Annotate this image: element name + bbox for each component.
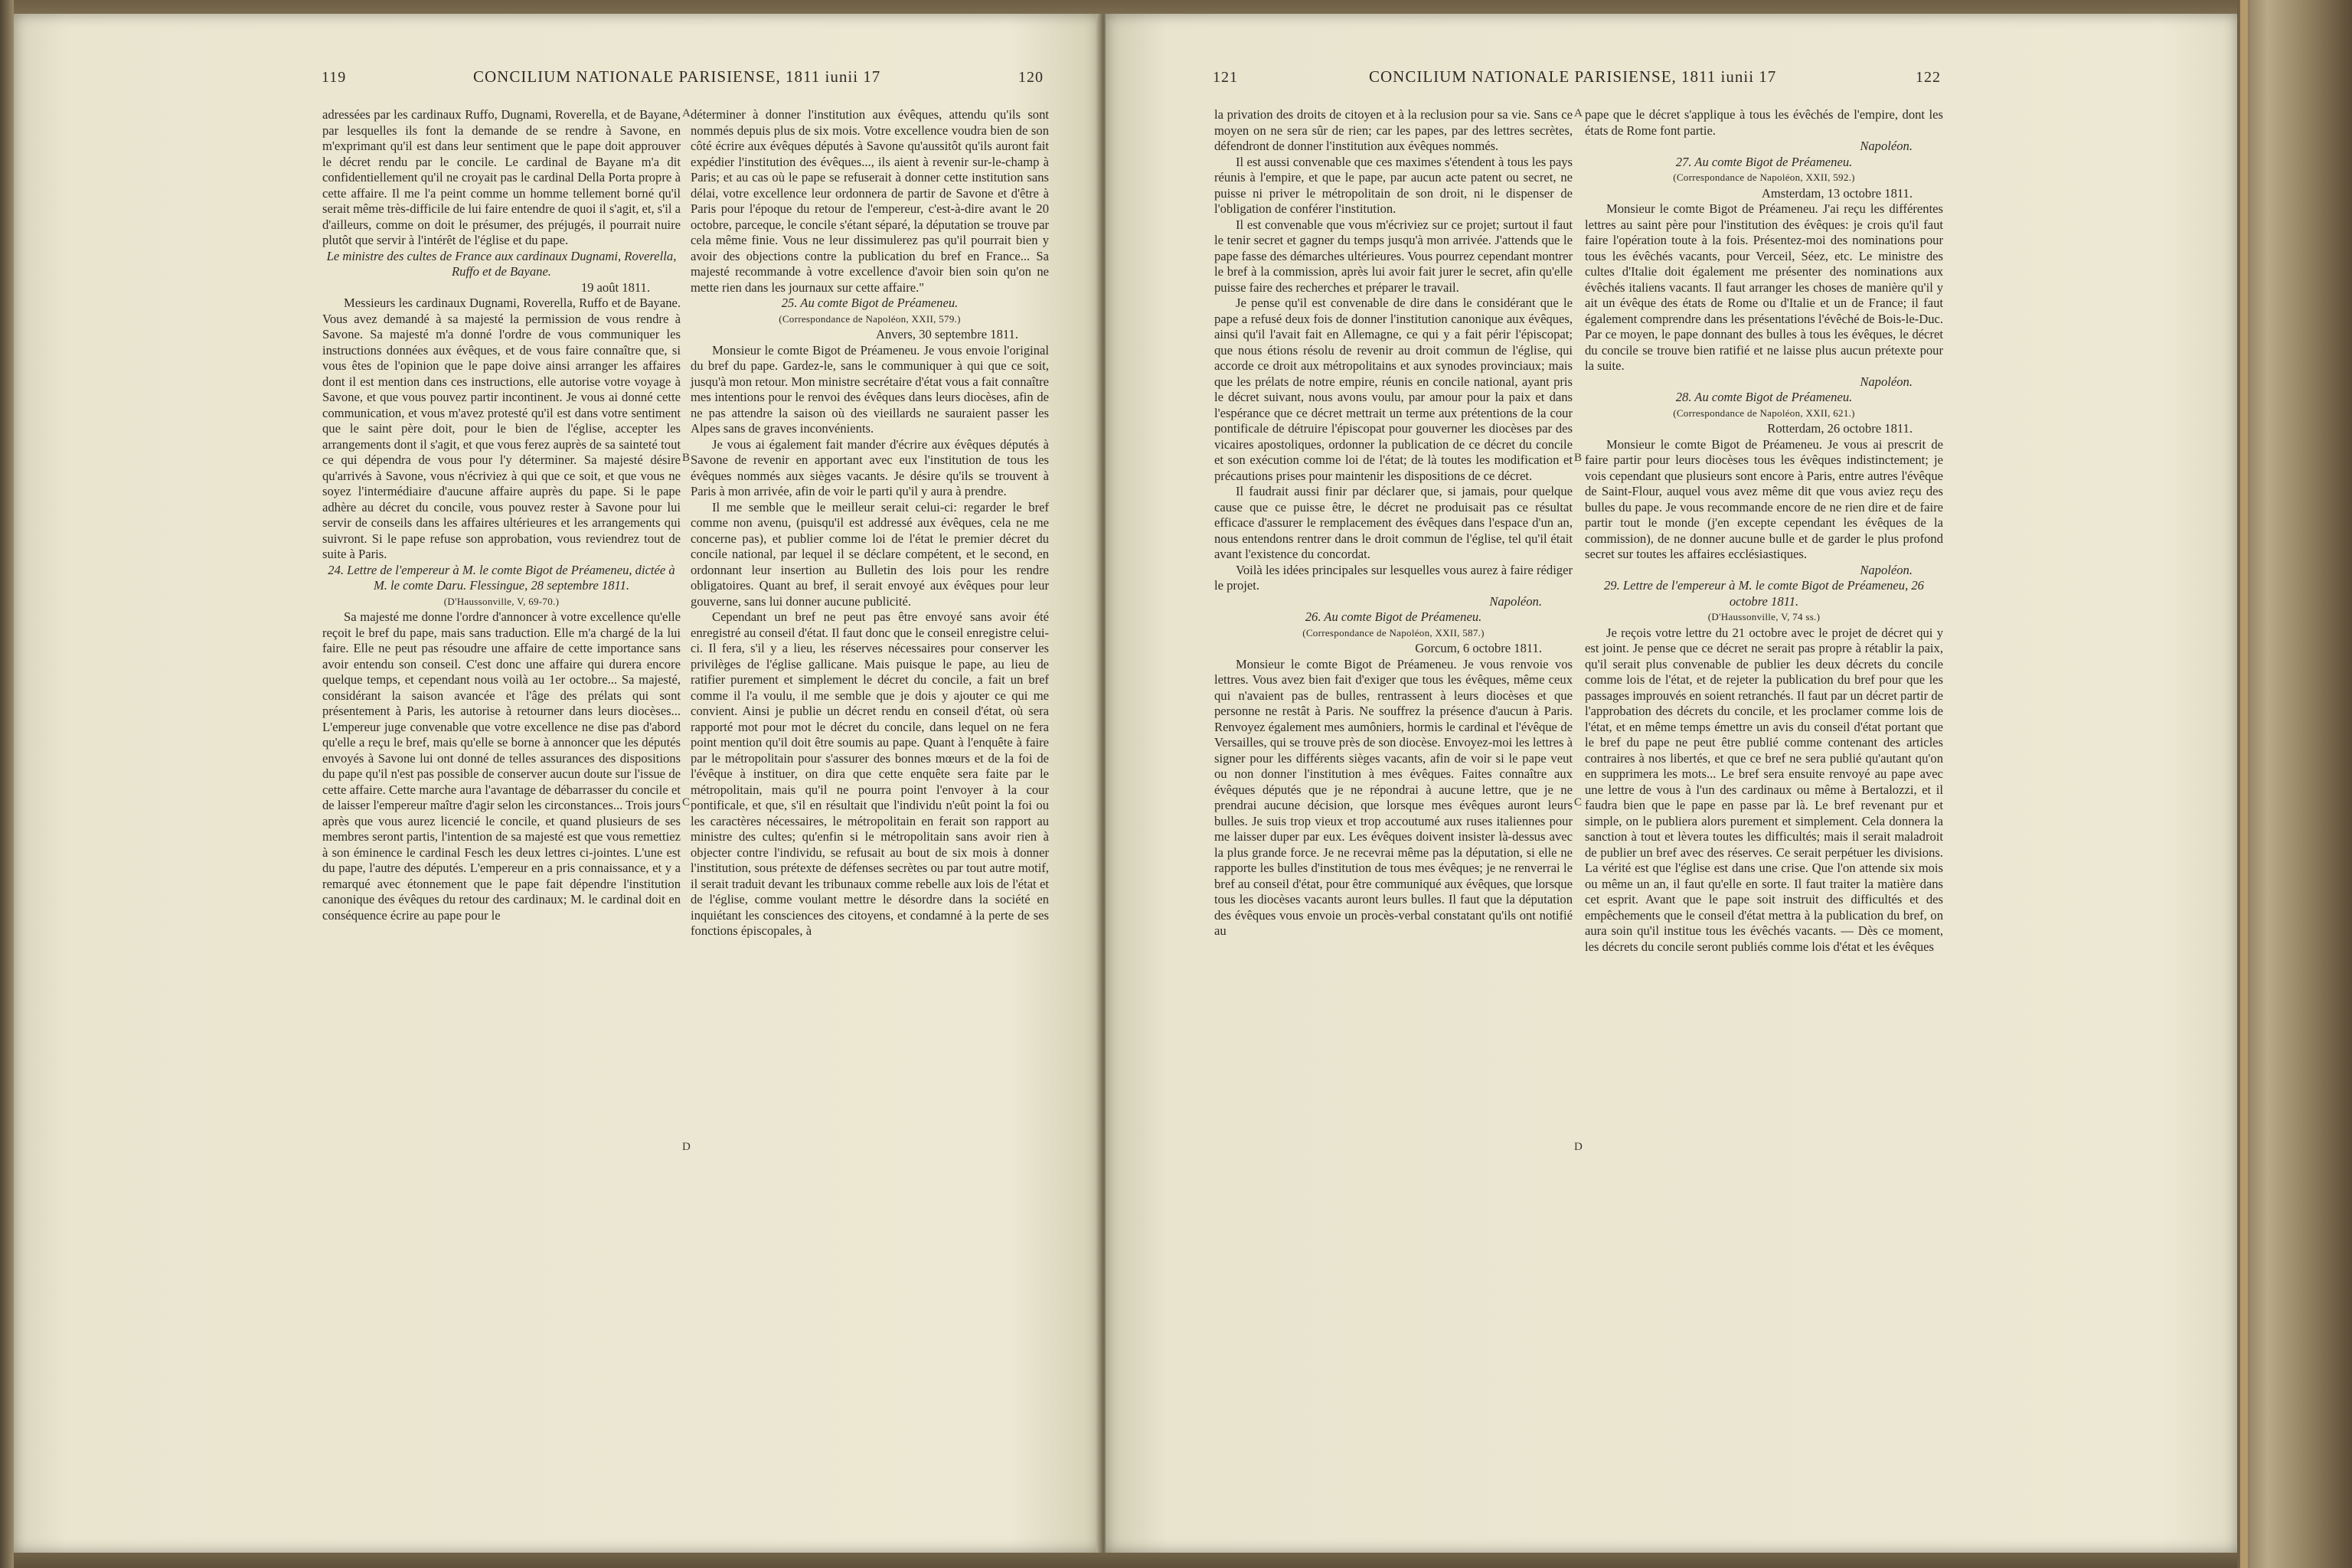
source-note: (Correspondance de Napoléon, XXII, 592.): [1673, 172, 1855, 183]
paragraph: Je reçois votre lettre du 21 octobre avec le projet de décret qui y est joint. Je pense que ce décret ne serait pas propre à rétablir la paix, qu'il serait plus convenable de publier les deux décrets du concile comme lois de l'état, et de rejeter la publication du bref pour que les passages improuvés en soient retranchés. Il faut par un décret partir de l'approbation des décrets du concile, et les proclamer comme lois de l'état, et en même temps émettre un avis du conseil d'état portant que le bref du pape ne peut être publié comme contenant des articles contraires à nos libertés, et que ce bref ne sera publié qu'autant qu'on en supprimera les mots... Le bref sera ensuite renvoyé au pape avec une lettre de vous à l'un des cardinaux ou même à Bertalozzi, et il faudra bien que le pape en passe par là. Le bref revenant pur et simple, on le publiera alors purement et simplement. Cela donnera la sanction à tout et lèvera toutes les difficultés; mais il serait maladroit de publier un bref avec des réserves. Ce serait perpétuer les divisions. La vérité est que l'église est dans une crise. Que l'on attende six mois ou même un an, il faut qu'elle en sorte. Il faut traiter la matière dans cet esprit. Avant que le pape soit instruit des difficultés et des empêchements que le conseil d'état mettra à la publication du bref, on aura soin qu'il institue tous les évêchés vacants. — Dès ce moment, les décrets du concile seront publiés comme lois d'état et les évêques: [1585, 625, 1943, 954]
source-note: (Correspondance de Napoléon, XXII, 579.): [779, 312, 961, 325]
section-heading: 27. Au comte Bigot de Préameneu.: [1675, 154, 1853, 169]
section-heading: 26. Au comte Bigot de Préameneu.: [1305, 609, 1482, 624]
right-column-1: [1214, 107, 1573, 939]
paragraph: la privation des droits de citoyen et à la reclusion pour sa vie. Sans ce moyen on ne sera sûr de rien; car les papes, par des lettres secrètes, défendront de donner l'institution aux évêques nommés.: [1214, 107, 1573, 153]
left-column-2: [691, 107, 1049, 939]
source-note: (D'Haussonville, V, 69-70.): [443, 595, 560, 607]
signature: Napoléon.: [1860, 139, 1913, 153]
paragraph: Je vous ai également fait mander d'écrire aux évêques députés à Savone de revenir en apportant avec eux l'institution de tous les évêques nommés aux sièges vacants. Je désire qu'ils se trouvent à Paris à mon arrivée, afin de voir le parti qu'il y aura à prendre.: [691, 436, 1049, 498]
left-running-title: CONCILIUM NATIONALE PARISIENSE, 1811 iunii 17: [473, 67, 881, 86]
margin-letter-a: A: [682, 107, 691, 119]
paragraph: Il faudrait aussi finir par déclarer que, si jamais, pour quelque cause que ce puisse être, le décret ne produisait pas ce résultat efficace d'assurer le remplacement des évêques dans l'espace d'un an, nous entendons rentrer dans le droit commun de l'église, tel qu'il était avant l'existence du concordat.: [1214, 484, 1573, 561]
source-note: (Correspondance de Napoléon, XXII, 621.): [1673, 407, 1855, 419]
book-cover-edge: [2237, 0, 2352, 1568]
paragraph: Je pense qu'il est convenable de dire dans le considérant que le pape a refusé deux fois de donner l'institution canonique aux évêques, ainsi qu'il l'avait fait en Allemagne, ce qui y a fait périr l'épiscopat; que nous étions résolu de revenir au droit commun de l'église, qui accorde ce droit aux métropolitains et aux synodes provinciaux; mais que les prélats de notre empire, réunis en concile national, ayant pris le décret suivant, nous avons voulu, par amour pour la paix et dans l'espérance que ce décret mettrait un terme aux prétentions de la cour pontificale de détruire l'épiscopat pour gouverner les diocèses par des vicaires apostoliques, ordonner la publication de ce décret du concile et son exécution comme loi de l'état; de là toutes les modification et précautions prises pour maintenir les dispositions de ce décret.: [1214, 296, 1573, 483]
paragraph: Il me semble que le meilleur serait celui-ci: regarder le bref comme non avenu, (puisqu'il est addressé aux évêques, cela ne me concerne pas), et publier comme loi de l'état le premier décret du concile national, par lequel il se déclare compétent, et le second, en ordonnant leur insertion au Bulletin des lois pour les rendre obligatoires. Quant au bref, il serait envoyé aux évêques pour leur gouverne, sans lui donner aucune publicité.: [691, 499, 1049, 609]
paragraph: déterminer à donner l'institution aux évêques, attendu qu'ils sont nommés depuis plus de six mois. Votre excellence voudra bien de son côté écrire aux évêques députés à Savone qu'aussitôt qu'ils auront fait expédier l'institution des évêques..., ils aient à revenir sur-le-champ à Paris; et au cas où le pape se refuserait à donner cette institution sans délai, votre excellence leur ordonnera de partir de Savone et d'être à Paris pour l'époque du retour de l'empereur, c'est-à-dire avant le 20 octobre, parceque, le concile s'étant séparé, la députation se trouve par cela même finie. Vous ne leur dissimulerez pas qu'il pourrait bien y avoir des objections contre la publication du bref en France... Sa majesté recommande à votre excellence d'avoir bien soin qu'on ne mette rien dans les journaux sur cette affaire.": [691, 107, 1049, 295]
paragraph: adressées par les cardinaux Ruffo, Dugnami, Roverella, et de Bayane, par lesquelles ils font la demande de se rendre à Savone, en m'exprimant qu'il est dans leur sentiment que le pape doit approuver le décret rendu par le concile. Le cardinal de Bayane m'a dit confidentiellement qu'il ne croyait pas le cardinal Della Porta propre à cette affaire. Il me l'a peint comme un homme tellement borné qu'il serait même très-difficile de lui faire entendre de quoi il s'agit, et, s'il a d'ailleurs, comme on doit le présumer, des préjugés, il pourrait nuire plutôt que servir à l'intérêt de l'église et du pape.: [322, 107, 681, 247]
margin-letter-d-right: D: [1574, 1141, 1583, 1153]
dateline: Anvers, 30 septembre 1811.: [875, 327, 1018, 341]
paragraph: Il est aussi convenable que ces maximes s'étendent à tous les pays réunis à l'empire, et que le pape, par aucun acte patent ou secret, ne puisse ni priver le métropolitain de son droit, ni le dispenser de l'obligation de conférer l'institution.: [1214, 154, 1573, 216]
left-page-number-b: 120: [1018, 69, 1044, 86]
source-note: (Correspondance de Napoléon, XXII, 587.): [1302, 626, 1485, 639]
left-page-number-a: 119: [322, 69, 347, 86]
margin-letter-c: C: [682, 796, 691, 808]
paragraph: Monsieur le comte Bigot de Préameneu. Je vous envoie l'original du bref du pape. Gardez-le, sans le communiquer à qui que ce soit, jusqu'à mon retour. Mon ministre secrétaire d'état vous a fait connaître mes intentions pour le renvoi des évêques dans leurs diocèses, afin de ne pas attendre la saison où des vieillards ne sauraient passer les Alpes sans de graves inconvénients.: [691, 342, 1049, 436]
paragraph: Voilà les idées principales sur lesquelles vous aurez à faire rédiger le projet.: [1214, 562, 1573, 593]
section-heading: 28. Au comte Bigot de Préameneu.: [1675, 390, 1853, 404]
section-heading: 25. Au comte Bigot de Préameneu.: [781, 296, 959, 310]
paragraph: Monsieur le comte Bigot de Préameneu. Je vous ai prescrit de faire partir pour leurs diocèses tous les évêques indistinctement; je vois cependant que plusieurs sont encore à Paris, entre autres l'évêque de Saint-Flour, auquel vous avez même dit que vous aviez reçu des bulles du pape. Je vous recommande encore de ne rien dire et de faire partir tout le monde (j'en excepte cependant les évêques de la commission), de ne donner aucune bulle et de garder le plus profond secret sur toutes les affaires ecclésiastiques.: [1585, 436, 1943, 561]
right-page-number-b: 122: [1916, 69, 1941, 86]
signature: Napoléon.: [1489, 593, 1542, 609]
paragraph: Messieurs les cardinaux Dugnami, Roverella, Ruffo et de Bayane. Vous avez demandé à sa majesté la permission de vous rendre à Savone. Sa majesté m'a donné l'ordre de vous communiquer les instructions données aux évêques, et de vous faire connaître que, si vous êtes de l'opinion que le pape doive ainsi arranger les affaires dont il est mention dans ces instructions, elle autorise votre voyage à Savone, et que vous pouvez partir incontinent. Je vous ai donné cette communication, et vous m'avez protesté qu'il est dans votre sentiment que le saint père doit, pour le bien de l'église, accepter les arrangements dont il s'agit, et que vous ferez auprès de sa sainteté tout ce qui dépendra de vous pour l'y déterminer. Sa majesté désire qu'arrivés à Savone, vous n'écriviez à qui que ce soit, et que vous ne soyez l'intermédiaire d'aucune affaire auprès du pape. Si le pape adhère au décret du concile, vous pouvez rester à Savone pour lui servir de conseils dans les affaires ultérieures et les arrangements qui suivront. Si le pape refuse son approbation, vous reviendrez tout de suite à Paris.: [322, 296, 681, 561]
paragraph: Monsieur le comte Bigot de Préameneu. J'ai reçu les différentes lettres au saint père pour l'institution des évêques: je crois qu'il faut faire l'opération toute à la fois. Présentez-moi des nominations pour tous les évêchés vacants, pour Verceil, Séez, etc. Le ministre des cultes d'Italie doit également me présenter des nominations aux évêchés italiens vacants. Il faut arranger les choses de manière qu'il y ait un évêque des états de Rome ou d'Italie et un de France; il faut également comprendre dans les présentations l'évêché de Bois-le-Duc. Par ce moyen, le pape donnant des bulles à tous les évêques, le décret du concile se trouve bien ratifié et ne laisse plus aucun prétexte pour la suite.: [1585, 201, 1943, 373]
margin-letter-a-right: A: [1574, 107, 1583, 119]
left-page: [14, 14, 1099, 1553]
section-heading: Le ministre des cultes de France aux cardinaux Dugnami, Roverella, Ruffo et de Bayane.: [326, 248, 677, 279]
section-heading: 24. Lettre de l'empereur à M. le comte Bigot de Préameneu, dictée à M. le comte Daru. Flessingue, 28 septembre 1811.: [328, 562, 675, 593]
paragraph: Il est convenable que vous m'écriviez sur ce projet; surtout il faut le tenir secret et gagner du temps jusqu'à mon arrivée. J'attends que le pape fasse des démarches ultérieures. Vous pourrez cependant montrer le bref à la commission, après lui avoir fait jurer le secret, afin qu'elle puisse faire des recherches et préparer le travail.: [1214, 217, 1573, 295]
section-heading: 29. Lettre de l'empereur à M. le comte Bigot de Préameneu, 26 octobre 1811.: [1604, 578, 1924, 609]
margin-letter-b: B: [682, 452, 691, 464]
book-cover-band: [2240, 0, 2248, 1568]
margin-letter-d: D: [682, 1141, 691, 1153]
right-page-number-a: 121: [1213, 69, 1238, 86]
margin-letter-b-right: B: [1574, 452, 1583, 464]
dateline: Gorcum, 6 octobre 1811.: [1415, 641, 1542, 655]
left-column-1: [322, 107, 681, 923]
book-left-edge: [0, 0, 14, 1568]
dateline: Amsterdam, 13 octobre 1811.: [1761, 185, 1913, 201]
paragraph: pape que le décret s'applique à tous les évêchés de l'empire, dont les états de Rome font partie.: [1585, 107, 1943, 138]
signature: Napoléon.: [1860, 562, 1913, 577]
margin-letter-c-right: C: [1574, 796, 1583, 808]
signature: Napoléon.: [1860, 374, 1913, 389]
dateline: Rotterdam, 26 octobre 1811.: [1767, 421, 1913, 436]
dateline: 19 août 1811.: [580, 279, 650, 295]
right-column-2: [1585, 107, 1943, 955]
right-running-title: CONCILIUM NATIONALE PARISIENSE, 1811 iunii 17: [1369, 67, 1777, 86]
paragraph: Cependant un bref ne peut pas être envoyé sans avoir été enregistré au conseil d'état. Il faut donc que le conseil enregistre celui-ci. Il fera, s'il y a lieu, les réserves nécessaires pour conserver les privilèges de l'église gallicane. Mais puisque le pape, au lieu de ratifier purement et simplement le décret du concile, a fait un bref comme il l'a voulu, il me semble que je dois y ajouter ce qui me convient. Ainsi je publie un décret rendu en conseil d'état, où sera rapporté mot pour mot le décret du concile, dans lequel on ne fera point mention qu'il doit être soumis au pape. Quant à l'enquête à faire par le métropolitain pour s'assurer des bonnes mœurs et de la foi de l'évêque à instituer, on dira que cette enquête sera faite par le métropolitain, mais qu'il ne pourra point l'envoyer à la cour pontificale, et que, s'il en résultait que l'individu n'eût point la foi ou les caractères nécessaires, le métropolitain en ferait son rapport au ministre des cultes; qu'enfin si le métropolitain sans avoir rien à objecter contre l'individu, se refusait au bout de six mois à donner l'institution, sous prétexte de défenses secrètes ou par tout autre motif, il serait traduit devant les tribunaux comme rebelle aux lois de l'état et de l'église, comme voulant mettre le désordre dans la société en inquiétant les consciences des citoyens, et condamné à la perte de ses fonctions épiscopales, à: [691, 609, 1049, 938]
paragraph: Monsieur le comte Bigot de Préameneu. Je vous renvoie vos lettres. Vous avez bien fait d'exiger que tous les évêques, même ceux qui n'avaient pas de bulles, rentrassent à leurs diocèses et que personne ne restât à Paris. Ne souffrez la présence d'aucun à Paris. Renvoyez également mes aumôniers, hormis le cardinal et l'évêque de Versailles, qui se trouve près de son diocèse. Envoyez-moi les lettres à signer pour les différents sièges vacants, afin de voir si le pape veut ou non donner l'institution à mes évêques. Faites connaître aux évêques députés que je ne répondrai à aucune lettre, que je ne prendrai aucune décision, que lorsque mes évêques auront leurs bulles. Je suis trop vieux et trop accoutumé aux ruses italiennes pour me laisser duper par eux. Les évêques doivent insister là-dessus avec la plus grande force. Je ne recevrai même pas la députation, si elle ne rapporte les bulles d'institution de tous mes évêques; je ne renverrai le bref au conseil d'état, pour être communiqué aux évêques, que lorsque tous les diocèses vacants auront leurs bulles. Il faut que la députation des évêques vous envoie un procès-verbal constatant qu'ils ont notifié au: [1214, 656, 1573, 938]
source-note: (D'Haussonville, V, 74 ss.): [1707, 611, 1821, 622]
right-page: [1106, 14, 2237, 1553]
paragraph: Sa majesté me donne l'ordre d'annoncer à votre excellence qu'elle reçoit le bref du pape, mais sans traduction. Elle m'a chargé de la lui faire. Elle ne peut pas résoudre une affaire de cette importance sans avoir entendu son conseil. C'est donc une affaire qui durera encore quelque temps, et cependant nous voilà au 1er octobre... Sa majesté, considérant la saison avancée et l'âge des prélats qui sont présentement à Paris, les autorise à retourner dans leurs diocèses... L'empereur juge convenable que votre excellence ne dise pas d'abord qu'elle a reçu le bref, mais qu'elle se borne à annoncer que les députés envoyés à Savone lui ont donné de telles assurances des dispositions du pape qu'il n'est pas possible de conserver aucun doute sur l'issue de cette affaire. Cette marche aura l'avantage de débarrasser du concile et de laisser l'empereur maître d'agir selon les circonstances... Trois jours après que vous aurez licencié le concile, et quand plusieurs de ses membres seront partis, l'intention de sa majesté est que vous remettiez à son éminence le cardinal Fesch les deux lettres ci-jointes. L'une est du pape, l'autre des députés. L'empereur en a pris connaissance, et y a remarqué avec étonnement que le pape fait dépendre l'institution canonique des évêques du retour des cardinaux; M. le cardinal doit en conséquence écrire au pape pour le: [322, 609, 681, 923]
